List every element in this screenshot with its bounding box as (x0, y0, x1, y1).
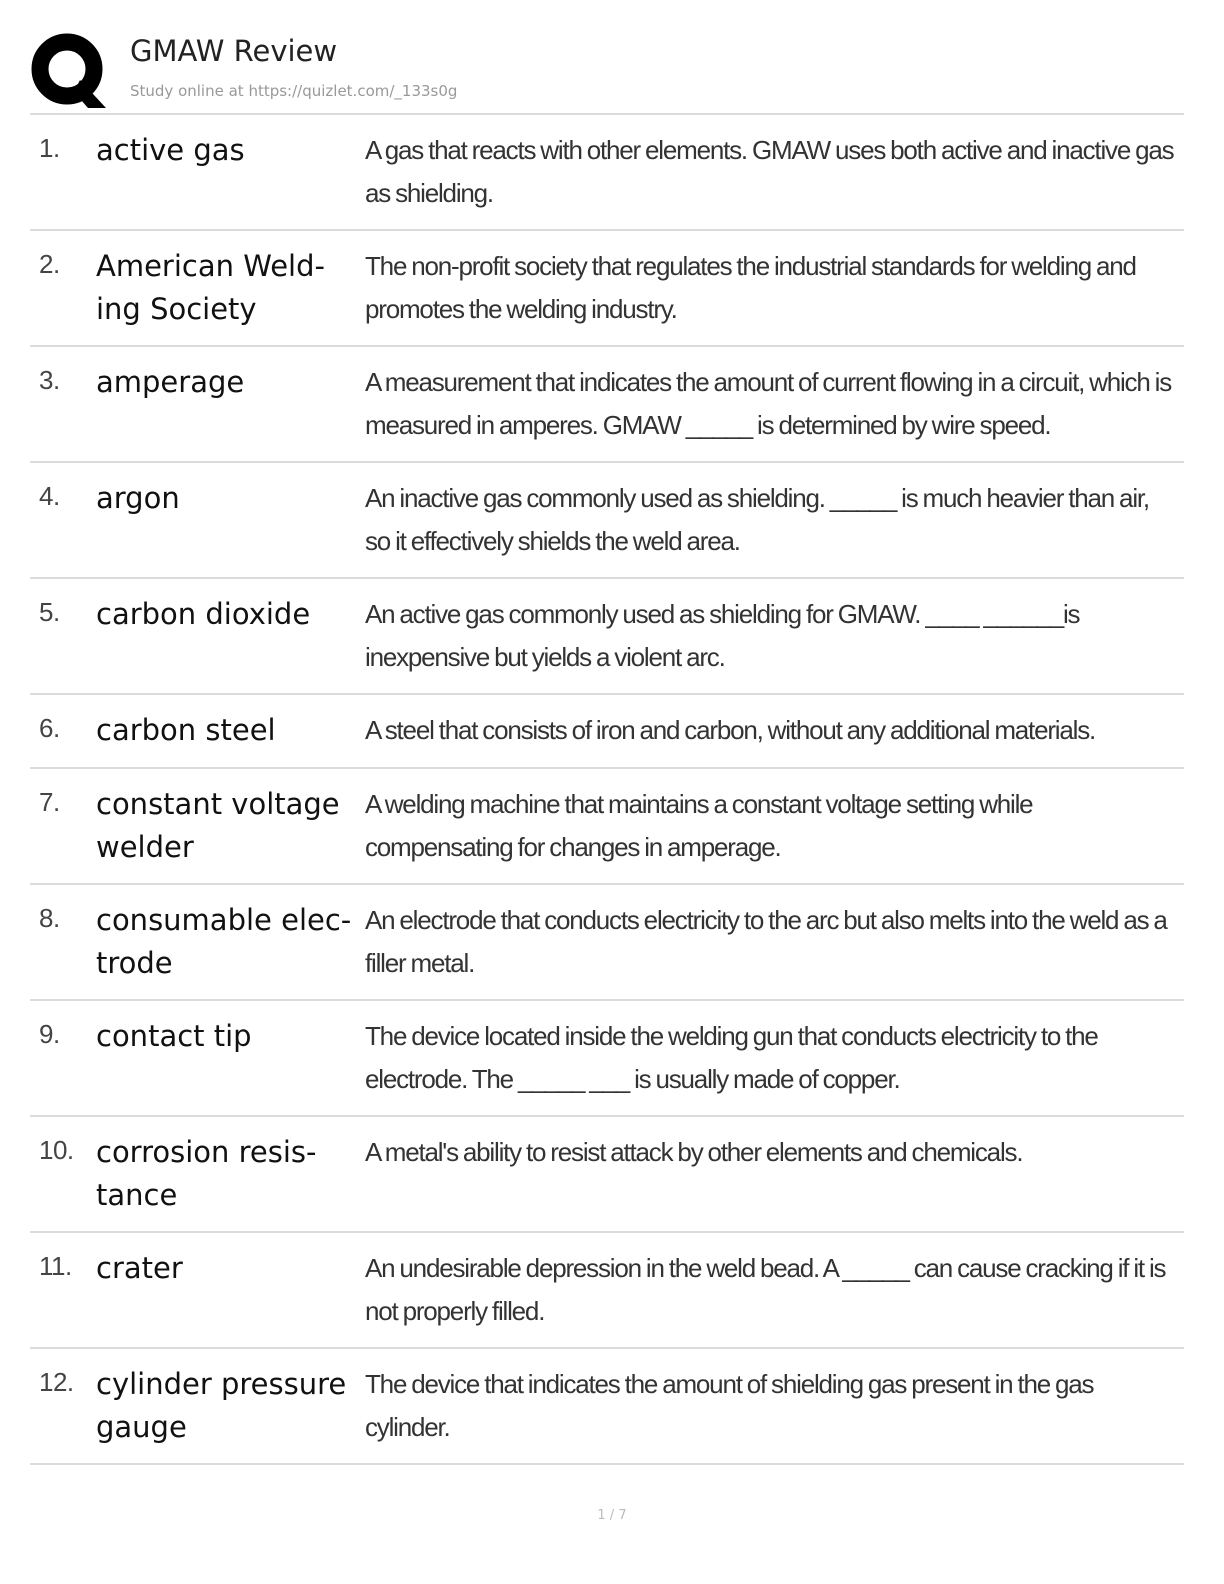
flashcard-row (30, 1117, 1184, 1233)
card-number: 6. (39, 713, 60, 743)
quizlet-logo-icon (30, 32, 110, 112)
card-number: 7. (39, 787, 60, 817)
card-term: carbon dioxide (96, 597, 311, 631)
card-term: active gas (96, 133, 245, 167)
card-number: 12. (39, 1367, 74, 1397)
card-number: 9. (39, 1019, 60, 1049)
card-number: 3. (39, 365, 60, 395)
flashcard-row (30, 579, 1184, 695)
card-definition: An electrode that conducts electricity to the arc but also melts into the weld as a filler metal. (365, 905, 1167, 978)
card-definition: The non-profit society that regulates the industrial standards for welding and promotes the welding industry. (365, 251, 1136, 324)
card-definition: The device located inside the welding gun that conducts electricity to the electrode. The _____ ___ is usually made of copper. (365, 1021, 1098, 1094)
card-term: cylinder pressure gauge (96, 1367, 347, 1444)
flashcard-row (30, 463, 1184, 579)
card-number: 2. (39, 249, 60, 279)
card-definition: An undesirable depression in the weld bead. A _____ can cause cracking if it is not properly filled. (365, 1253, 1166, 1326)
flashcard-row (30, 115, 1184, 231)
card-definition: The device that indicates the amount of shielding gas present in the gas cylinder. (365, 1369, 1094, 1442)
flashcard-row (30, 769, 1184, 885)
card-term: argon (96, 481, 180, 515)
page-title: GMAW Review (130, 34, 338, 68)
card-number: 8. (39, 903, 60, 933)
flashcard-row (30, 347, 1184, 463)
card-number: 5. (39, 597, 60, 627)
card-definition: A steel that consists of iron and carbon, without any additional materials. (365, 715, 1096, 745)
card-term: amperage (96, 365, 245, 399)
card-definition: A measurement that indicates the amount of current flowing in a circuit, which is measured in amperes. GMAW _____ is determined by wire speed. (365, 367, 1172, 440)
card-definition: A gas that reacts with other elements. GMAW uses both active and inactive gas as shielding. (365, 135, 1174, 208)
study-online-link[interactable]: Study online at https://quizlet.com/_133s0g (130, 82, 458, 100)
flashcard-row (30, 885, 1184, 1001)
flashcard-list (30, 113, 1184, 1465)
card-definition: An inactive gas commonly used as shielding. _____ is much heavier than air, so it effectively shields the weld area. (365, 483, 1149, 556)
flashcard-row (30, 231, 1184, 347)
card-term: corrosion resis-tance (96, 1135, 317, 1212)
card-term: constant voltage welder (96, 787, 340, 864)
flashcard-row (30, 1233, 1184, 1349)
flashcard-row (30, 1001, 1184, 1117)
card-number: 1. (39, 133, 60, 163)
card-term: consumable elec-trode (96, 903, 352, 980)
flashcard-row (30, 695, 1184, 769)
card-term: contact tip (96, 1019, 252, 1053)
card-term: crater (96, 1251, 183, 1285)
page-header (30, 28, 1190, 112)
card-term: carbon steel (96, 713, 276, 747)
card-number: 11. (39, 1251, 72, 1281)
page-indicator: 1 / 7 (597, 1508, 627, 1523)
card-definition: A welding machine that maintains a constant voltage setting while compensating for changes in amperage. (365, 789, 1033, 862)
card-number: 10. (39, 1135, 74, 1165)
card-definition: An active gas commonly used as shielding for GMAW. ____ ______is inexpensive but yields a violent arc. (365, 599, 1080, 672)
card-number: 4. (39, 481, 60, 511)
card-term: American Weld-ing Society (96, 249, 325, 326)
card-definition: A metal's ability to resist attack by other elements and chemicals. (365, 1137, 1023, 1167)
flashcard-row (30, 1349, 1184, 1465)
